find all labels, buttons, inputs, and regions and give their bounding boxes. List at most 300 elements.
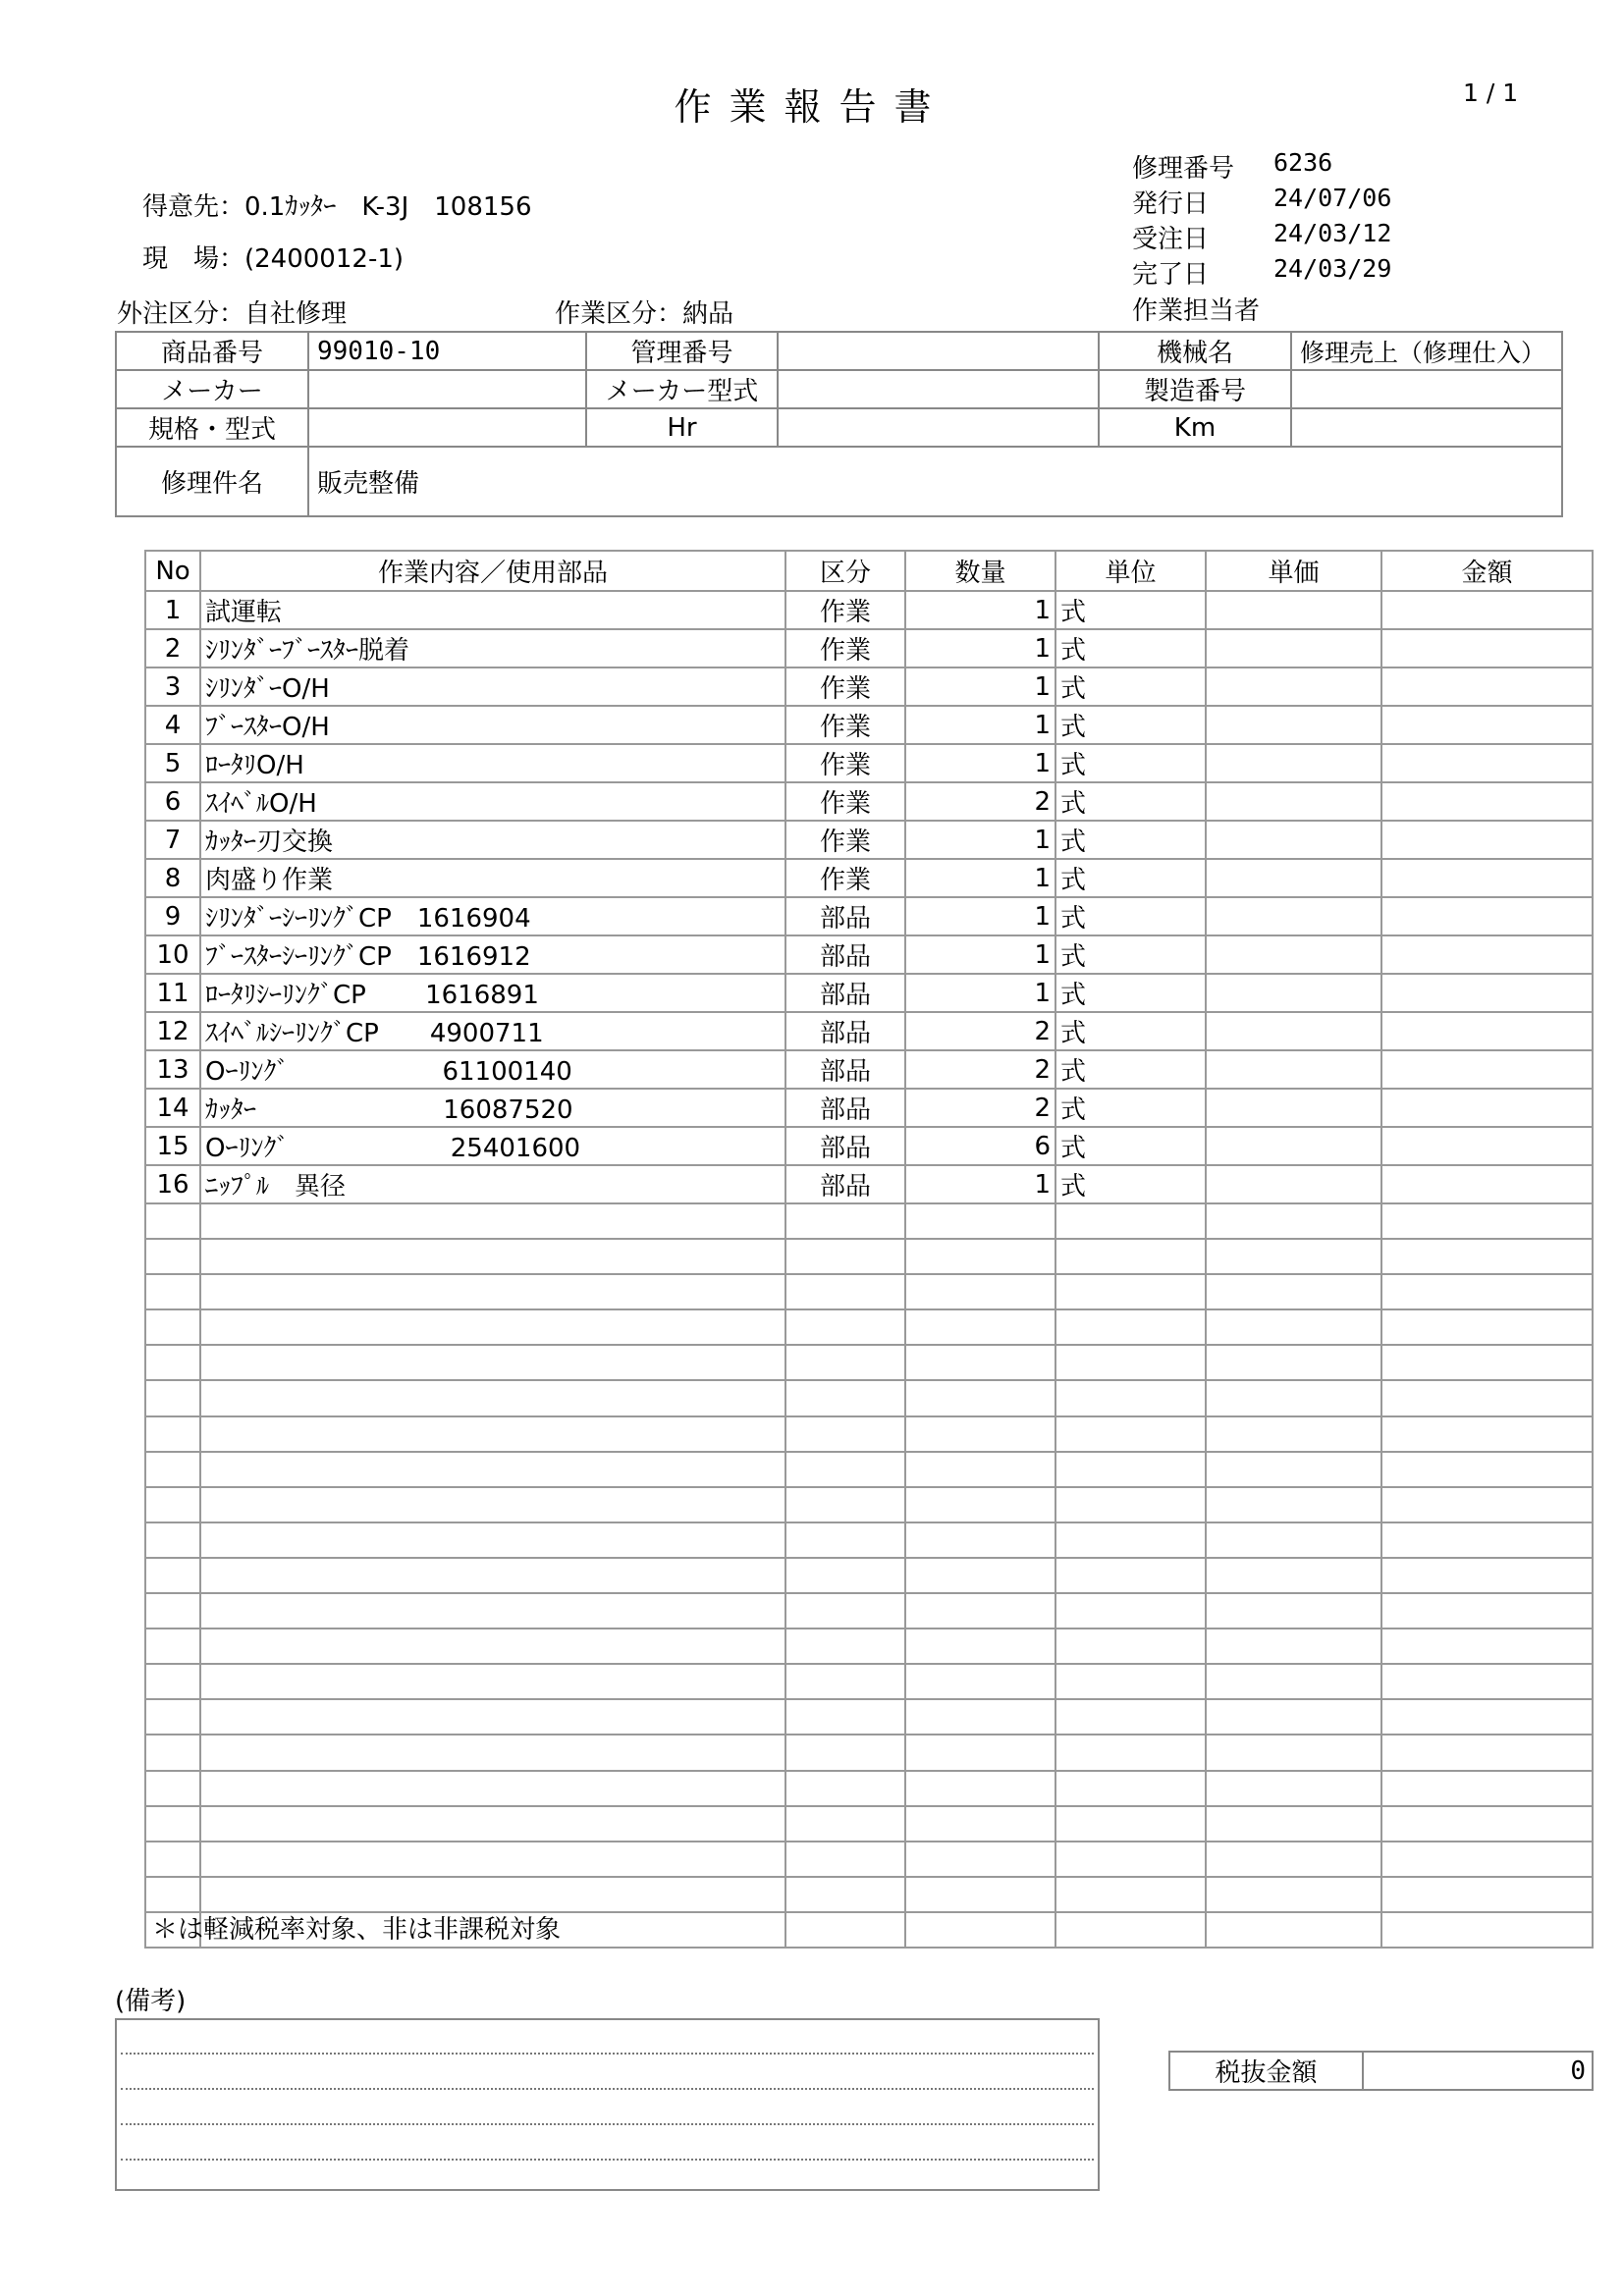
item-no — [145, 1593, 200, 1629]
item-amount — [1381, 706, 1593, 744]
item-amount — [1381, 1239, 1593, 1274]
table-row — [145, 1165, 1593, 1203]
col-header-unit: 単位 — [1055, 551, 1206, 591]
item-description — [200, 1239, 785, 1274]
item-description: 試運転 — [200, 591, 785, 629]
item-unit-price — [1206, 1629, 1381, 1664]
item-no — [145, 1877, 200, 1912]
item-amount — [1381, 1050, 1593, 1089]
item-unit-price — [1206, 1487, 1381, 1522]
item-unit-price — [1206, 629, 1381, 667]
item-quantity: 1 — [905, 935, 1055, 974]
table-row — [145, 897, 1593, 935]
item-category — [785, 1416, 905, 1452]
item-unit: 式 — [1055, 935, 1206, 974]
item-unit-price — [1206, 1416, 1381, 1452]
item-description: ｼﾘﾝﾀﾞｰO/H — [200, 667, 785, 706]
item-unit — [1055, 1558, 1206, 1593]
remarks-box[interactable] — [115, 2018, 1100, 2191]
item-unit: 式 — [1055, 591, 1206, 629]
table-row — [145, 1806, 1593, 1842]
item-unit-price — [1206, 1771, 1381, 1806]
item-no: 1 — [145, 591, 200, 629]
item-unit: 式 — [1055, 744, 1206, 782]
table-row — [145, 859, 1593, 897]
item-unit-price — [1206, 1309, 1381, 1345]
spec-label: 規格・型式 — [116, 408, 308, 447]
item-amount — [1381, 1912, 1593, 1948]
item-quantity: 1 — [905, 821, 1055, 859]
site-line: 現 場：(2400012-1) — [142, 244, 405, 274]
item-amount — [1381, 1629, 1593, 1664]
client-line: 得意先：0.1ｶｯﾀｰ K-3J 108156 — [142, 192, 532, 222]
item-quantity — [905, 1452, 1055, 1487]
item-no — [145, 1203, 200, 1239]
item-unit — [1055, 1522, 1206, 1558]
item-category — [785, 1558, 905, 1593]
order-date-value: 24/03/12 — [1273, 219, 1392, 247]
item-unit-price — [1206, 1452, 1381, 1487]
item-no — [145, 1452, 200, 1487]
item-quantity — [905, 1912, 1055, 1948]
item-amount — [1381, 1842, 1593, 1877]
item-unit-price — [1206, 1735, 1381, 1770]
staff-label: 作業担当者 — [1132, 296, 1261, 326]
table-row — [145, 1522, 1593, 1558]
item-category — [785, 1239, 905, 1274]
item-unit-price — [1206, 1127, 1381, 1165]
item-unit-price — [1206, 706, 1381, 744]
item-quantity — [905, 1345, 1055, 1380]
item-quantity — [905, 1309, 1055, 1345]
item-no — [145, 1274, 200, 1309]
item-description: ｽｲﾍﾞﾙO/H — [200, 782, 785, 821]
item-unit-price — [1206, 1699, 1381, 1735]
item-category — [785, 1877, 905, 1912]
item-category: 作業 — [785, 821, 905, 859]
item-unit — [1055, 1912, 1206, 1948]
table-row — [145, 1558, 1593, 1593]
item-no — [145, 1239, 200, 1274]
total-table — [1168, 2051, 1594, 2091]
item-category — [785, 1629, 905, 1664]
col-header-unit-price: 単価 — [1206, 551, 1381, 591]
item-description — [200, 1380, 785, 1415]
item-quantity — [905, 1806, 1055, 1842]
item-amount — [1381, 1309, 1593, 1345]
item-category — [785, 1380, 905, 1415]
item-category — [785, 1487, 905, 1522]
item-amount — [1381, 897, 1593, 935]
item-category: 部品 — [785, 1012, 905, 1050]
item-description — [200, 1699, 785, 1735]
item-unit — [1055, 1309, 1206, 1345]
item-quantity — [905, 1699, 1055, 1735]
item-no: 7 — [145, 821, 200, 859]
item-description: ﾛｰﾀﾘO/H — [200, 744, 785, 782]
table-row — [145, 1050, 1593, 1089]
item-amount — [1381, 1664, 1593, 1699]
complete-date-value: 24/03/29 — [1273, 254, 1392, 283]
item-no — [145, 1629, 200, 1664]
item-quantity — [905, 1664, 1055, 1699]
item-amount — [1381, 1452, 1593, 1487]
item-category: 部品 — [785, 897, 905, 935]
item-amount — [1381, 1203, 1593, 1239]
item-unit-price — [1206, 1089, 1381, 1127]
item-no: 9 — [145, 897, 200, 935]
table-row — [145, 591, 1593, 629]
item-no — [145, 1522, 200, 1558]
item-unit — [1055, 1239, 1206, 1274]
work-type: 作業区分：納品 — [555, 299, 734, 329]
table-row — [145, 1416, 1593, 1452]
table-row — [145, 1877, 1593, 1912]
machine-label: 機械名 — [1099, 332, 1291, 370]
hr-label: Hr — [586, 408, 778, 447]
item-unit-price — [1206, 667, 1381, 706]
item-unit-price — [1206, 1274, 1381, 1309]
item-quantity: 2 — [905, 1050, 1055, 1089]
item-no: 5 — [145, 744, 200, 782]
item-description — [200, 1522, 785, 1558]
item-quantity — [905, 1593, 1055, 1629]
item-unit-price — [1206, 1842, 1381, 1877]
item-no — [145, 1735, 200, 1770]
item-description — [200, 1452, 785, 1487]
item-no: 3 — [145, 667, 200, 706]
col-header-no: No — [145, 551, 200, 591]
item-amount — [1381, 1416, 1593, 1452]
item-quantity — [905, 1522, 1055, 1558]
serial-label: 製造番号 — [1099, 370, 1291, 408]
item-quantity — [905, 1629, 1055, 1664]
item-no — [145, 1309, 200, 1345]
hr-value — [778, 408, 1099, 447]
item-description — [200, 1842, 785, 1877]
item-amount — [1381, 821, 1593, 859]
table-row — [145, 1842, 1593, 1877]
item-description — [200, 1203, 785, 1239]
total-label: 税抜金額 — [1169, 2052, 1363, 2090]
item-description: ﾌﾞｰｽﾀｰO/H — [200, 706, 785, 744]
serial-value — [1291, 370, 1562, 408]
repair-name-value: 販売整備 — [308, 447, 1562, 516]
item-unit — [1055, 1806, 1206, 1842]
item-category: 部品 — [785, 1050, 905, 1089]
item-unit — [1055, 1877, 1206, 1912]
item-quantity — [905, 1771, 1055, 1806]
item-quantity — [905, 1842, 1055, 1877]
item-quantity — [905, 1558, 1055, 1593]
table-row — [145, 1203, 1593, 1239]
items-header-row — [145, 551, 1593, 591]
item-category — [785, 1735, 905, 1770]
item-amount — [1381, 1877, 1593, 1912]
item-quantity: 2 — [905, 1089, 1055, 1127]
item-unit: 式 — [1055, 821, 1206, 859]
item-amount — [1381, 744, 1593, 782]
repair-name-label: 修理件名 — [116, 447, 308, 516]
item-no — [145, 1558, 200, 1593]
maker-label: メーカー — [116, 370, 308, 408]
item-description — [200, 1629, 785, 1664]
item-no: 4 — [145, 706, 200, 744]
km-label: Km — [1099, 408, 1291, 447]
item-quantity: 2 — [905, 1012, 1055, 1050]
item-amount — [1381, 1735, 1593, 1770]
item-amount — [1381, 1274, 1593, 1309]
item-unit-price — [1206, 1664, 1381, 1699]
item-category — [785, 1664, 905, 1699]
table-row — [145, 974, 1593, 1012]
item-no: 11 — [145, 974, 200, 1012]
table-row — [145, 1089, 1593, 1127]
item-unit — [1055, 1487, 1206, 1522]
page-number: 1 / 1 — [1463, 79, 1519, 107]
document-title: 作業報告書 — [674, 85, 949, 129]
maker-model-value — [778, 370, 1099, 408]
item-unit-price — [1206, 1203, 1381, 1239]
item-description — [200, 1735, 785, 1770]
item-unit: 式 — [1055, 974, 1206, 1012]
table-row — [145, 935, 1593, 974]
remarks-line — [121, 2123, 1094, 2125]
item-category — [785, 1309, 905, 1345]
item-no: 16 — [145, 1165, 200, 1203]
maker-model-label: メーカー型式 — [586, 370, 778, 408]
item-quantity — [905, 1735, 1055, 1770]
item-no — [145, 1487, 200, 1522]
item-amount — [1381, 591, 1593, 629]
item-description: Oｰﾘﾝｸﾞ 61100140 — [200, 1050, 785, 1089]
item-category — [785, 1452, 905, 1487]
table-row — [145, 1274, 1593, 1309]
item-quantity: 1 — [905, 974, 1055, 1012]
item-category — [785, 1345, 905, 1380]
item-unit — [1055, 1416, 1206, 1452]
item-category — [785, 1806, 905, 1842]
table-row — [145, 1345, 1593, 1380]
item-unit — [1055, 1203, 1206, 1239]
item-quantity — [905, 1274, 1055, 1309]
remarks-line — [121, 2088, 1094, 2090]
item-unit — [1055, 1735, 1206, 1770]
item-quantity — [905, 1877, 1055, 1912]
items-table — [144, 550, 1594, 1949]
item-no — [145, 1416, 200, 1452]
item-no: 15 — [145, 1127, 200, 1165]
col-header-quantity: 数量 — [905, 551, 1055, 591]
item-unit: 式 — [1055, 629, 1206, 667]
item-unit: 式 — [1055, 897, 1206, 935]
item-amount — [1381, 1558, 1593, 1593]
item-unit — [1055, 1771, 1206, 1806]
item-unit — [1055, 1842, 1206, 1877]
item-unit-price — [1206, 1165, 1381, 1203]
table-row — [145, 1309, 1593, 1345]
table-row — [145, 782, 1593, 821]
item-unit — [1055, 1345, 1206, 1380]
km-value — [1291, 408, 1562, 447]
table-row — [145, 1629, 1593, 1664]
item-description — [200, 1877, 785, 1912]
item-category: 部品 — [785, 974, 905, 1012]
tax-note: ＊は軽減税率対象、非は非課税対象 — [152, 1915, 562, 1945]
item-category: 部品 — [785, 1127, 905, 1165]
item-unit-price — [1206, 1877, 1381, 1912]
item-amount — [1381, 629, 1593, 667]
item-description — [200, 1771, 785, 1806]
table-row — [145, 1239, 1593, 1274]
table-row — [145, 1699, 1593, 1735]
item-category: 作業 — [785, 629, 905, 667]
item-description — [200, 1664, 785, 1699]
maker-value — [308, 370, 586, 408]
item-amount — [1381, 667, 1593, 706]
item-description — [200, 1416, 785, 1452]
item-amount — [1381, 974, 1593, 1012]
order-date-label: 受注日 — [1132, 225, 1210, 254]
item-unit: 式 — [1055, 859, 1206, 897]
table-row — [145, 629, 1593, 667]
item-no — [145, 1664, 200, 1699]
item-amount — [1381, 1127, 1593, 1165]
item-quantity — [905, 1416, 1055, 1452]
item-no — [145, 1806, 200, 1842]
repair-no-value: 6236 — [1273, 148, 1333, 177]
item-no: 12 — [145, 1012, 200, 1050]
item-description — [200, 1487, 785, 1522]
item-description — [200, 1806, 785, 1842]
item-unit-price — [1206, 1593, 1381, 1629]
item-amount — [1381, 1089, 1593, 1127]
item-unit-price — [1206, 744, 1381, 782]
item-unit-price — [1206, 821, 1381, 859]
item-category: 部品 — [785, 1165, 905, 1203]
item-unit: 式 — [1055, 1012, 1206, 1050]
table-row — [145, 744, 1593, 782]
repair-no-label: 修理番号 — [1132, 154, 1235, 184]
item-description: ｽｲﾍﾞﾙｼｰﾘﾝｸﾞCP 4900711 — [200, 1012, 785, 1050]
item-unit: 式 — [1055, 706, 1206, 744]
item-description: Oｰﾘﾝｸﾞ 25401600 — [200, 1127, 785, 1165]
item-no — [145, 1842, 200, 1877]
item-quantity: 2 — [905, 782, 1055, 821]
table-row — [145, 821, 1593, 859]
table-row — [145, 1012, 1593, 1050]
outsource-type: 外注区分：自社修理 — [117, 299, 348, 329]
item-unit-price — [1206, 591, 1381, 629]
item-no — [145, 1699, 200, 1735]
complete-date-label: 完了日 — [1132, 260, 1210, 290]
item-category: 作業 — [785, 667, 905, 706]
item-quantity: 1 — [905, 591, 1055, 629]
item-quantity — [905, 1487, 1055, 1522]
remarks-line — [121, 2053, 1094, 2055]
item-unit-price — [1206, 1380, 1381, 1415]
item-unit: 式 — [1055, 667, 1206, 706]
item-category: 作業 — [785, 706, 905, 744]
item-unit — [1055, 1699, 1206, 1735]
machine-value: 修理売上（修理仕入） — [1291, 332, 1562, 370]
item-no: 13 — [145, 1050, 200, 1089]
item-unit — [1055, 1664, 1206, 1699]
item-description: ﾆｯﾌﾟﾙ 異径 — [200, 1165, 785, 1203]
item-description: ｼﾘﾝﾀﾞｰｼｰﾘﾝｸﾞCP 1616904 — [200, 897, 785, 935]
item-description: ﾛｰﾀﾘｼｰﾘﾝｸﾞCP 1616891 — [200, 974, 785, 1012]
item-unit-price — [1206, 859, 1381, 897]
item-category: 作業 — [785, 744, 905, 782]
item-amount — [1381, 1593, 1593, 1629]
mgmt-no-label: 管理番号 — [586, 332, 778, 370]
product-no-label: 商品番号 — [116, 332, 308, 370]
table-row — [145, 1452, 1593, 1487]
item-no: 8 — [145, 859, 200, 897]
table-row — [145, 1487, 1593, 1522]
item-unit — [1055, 1593, 1206, 1629]
table-row — [145, 1127, 1593, 1165]
item-category — [785, 1522, 905, 1558]
item-quantity — [905, 1380, 1055, 1415]
item-quantity: 1 — [905, 897, 1055, 935]
item-category — [785, 1842, 905, 1877]
item-unit — [1055, 1452, 1206, 1487]
table-row — [145, 1771, 1593, 1806]
info-table — [115, 331, 1563, 517]
issue-date-label: 発行日 — [1132, 189, 1210, 219]
item-amount — [1381, 1345, 1593, 1380]
item-quantity: 1 — [905, 706, 1055, 744]
item-unit: 式 — [1055, 1050, 1206, 1089]
item-unit: 式 — [1055, 1127, 1206, 1165]
item-unit — [1055, 1380, 1206, 1415]
table-row — [145, 706, 1593, 744]
mgmt-no-value — [778, 332, 1099, 370]
item-no — [145, 1345, 200, 1380]
item-unit-price — [1206, 1050, 1381, 1089]
table-row — [145, 1664, 1593, 1699]
total-value: 0 — [1363, 2052, 1593, 2090]
item-unit-price — [1206, 1912, 1381, 1948]
item-description — [200, 1274, 785, 1309]
item-description — [200, 1345, 785, 1380]
item-category: 部品 — [785, 1089, 905, 1127]
item-no: 10 — [145, 935, 200, 974]
item-description: ｶｯﾀｰ 16087520 — [200, 1089, 785, 1127]
item-description: ﾌﾞｰｽﾀｰｼｰﾘﾝｸﾞCP 1616912 — [200, 935, 785, 974]
issue-date-value: 24/07/06 — [1273, 184, 1392, 212]
item-unit-price — [1206, 1239, 1381, 1274]
item-unit-price — [1206, 782, 1381, 821]
item-no: 14 — [145, 1089, 200, 1127]
item-category: 作業 — [785, 782, 905, 821]
item-category — [785, 1274, 905, 1309]
item-amount — [1381, 1771, 1593, 1806]
item-unit-price — [1206, 974, 1381, 1012]
item-category: 作業 — [785, 859, 905, 897]
table-row — [145, 667, 1593, 706]
remarks-label: (備考) — [115, 1987, 187, 2016]
item-quantity: 1 — [905, 629, 1055, 667]
item-unit-price — [1206, 1012, 1381, 1050]
item-no: 6 — [145, 782, 200, 821]
item-amount — [1381, 859, 1593, 897]
item-amount — [1381, 1522, 1593, 1558]
table-row — [145, 1735, 1593, 1770]
item-description: ｼﾘﾝﾀﾞｰﾌﾞｰｽﾀｰ脱着 — [200, 629, 785, 667]
item-unit: 式 — [1055, 1089, 1206, 1127]
